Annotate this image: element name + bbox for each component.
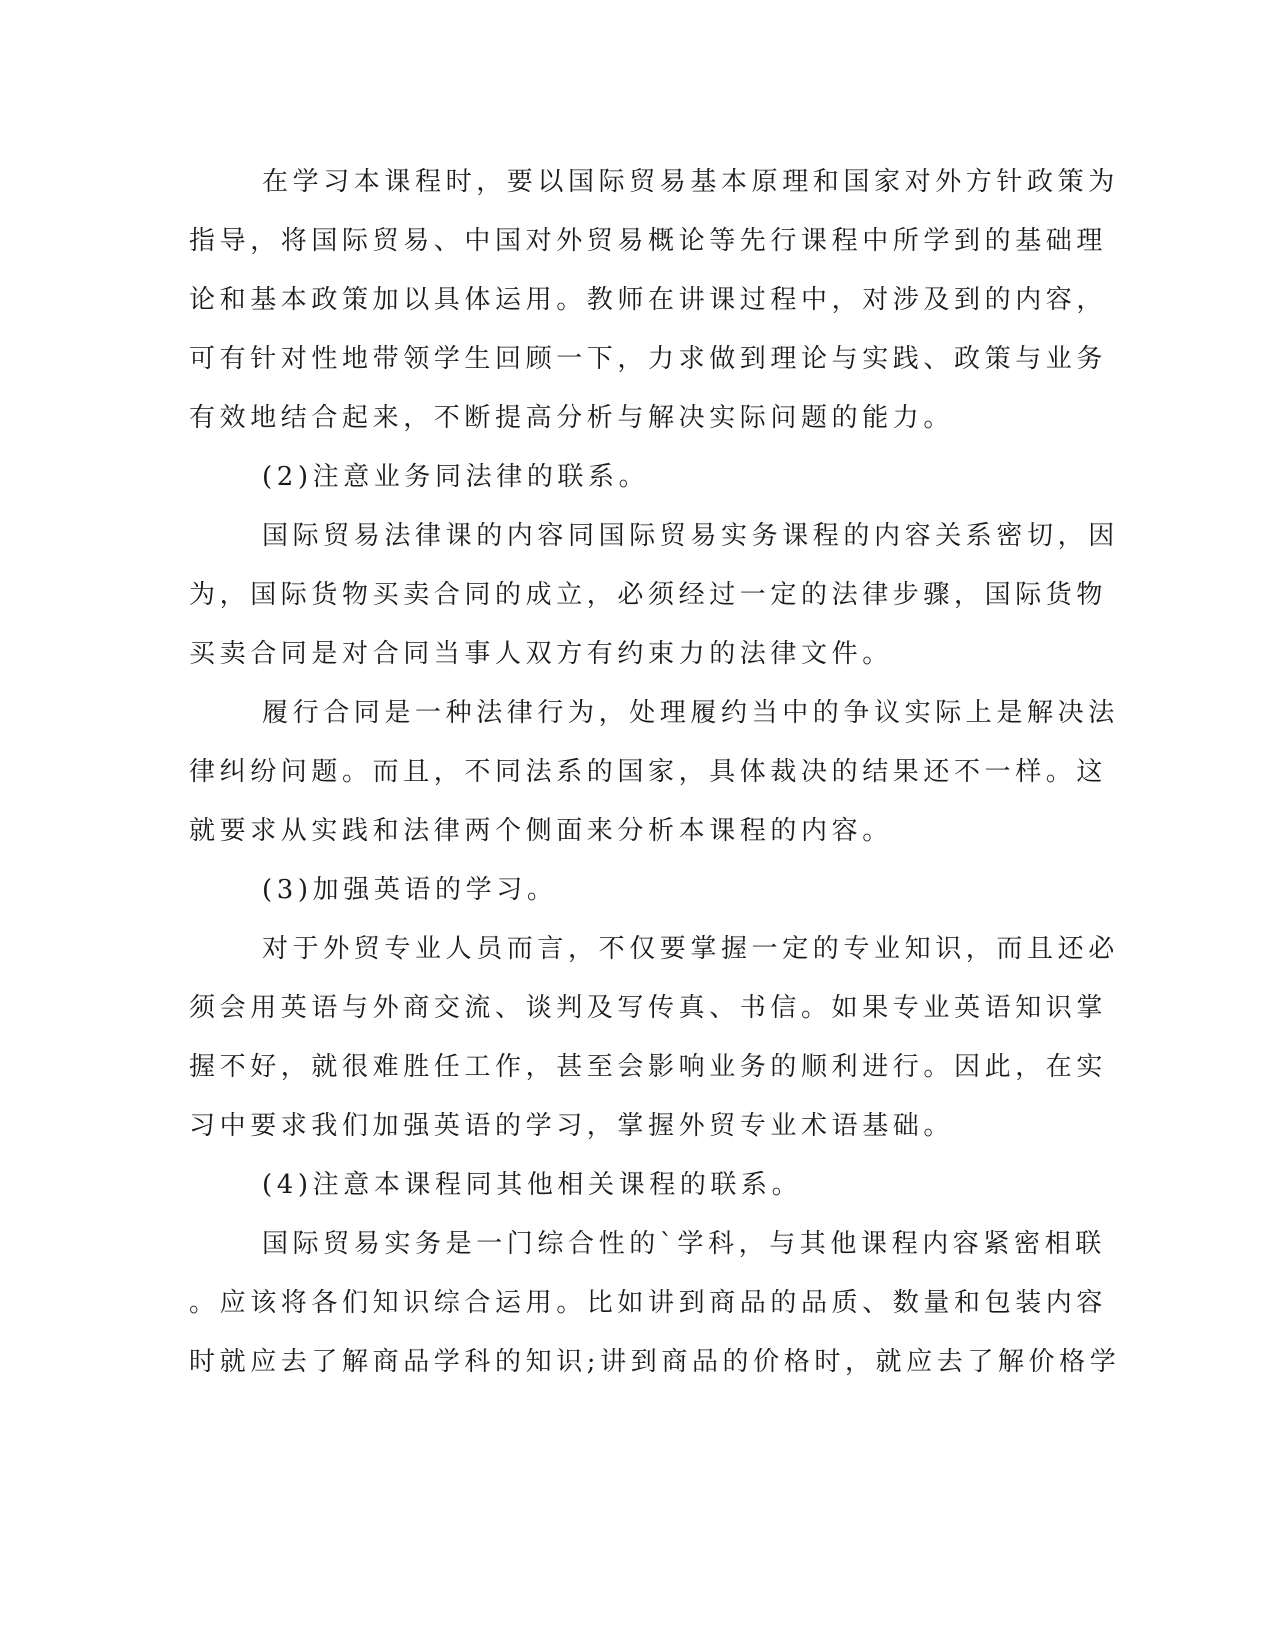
text-line: 国际贸易实务是一门综合性的`学科，与其他课程内容紧密相联 [262, 1229, 1106, 1259]
section-heading: (4)注意本课程同其他相关课程的联系。 [262, 1170, 803, 1200]
text-line: 时就应去了解商品学科的知识;讲到商品的价格时，就应去了解价格学 [189, 1347, 1121, 1377]
text-line: 国际贸易法律课的内容同国际贸易实务课程的内容关系密切，因 [262, 521, 1119, 551]
text-line: 。应该将各们知识综合运用。比如讲到商品的品质、数量和包装内容 [189, 1288, 1108, 1318]
text-line: 在学习本课程时，要以国际贸易基本原理和国家对外方针政策为 [262, 167, 1119, 197]
text-line: 论和基本政策加以具体运用。教师在讲课过程中，对涉及到的内容， [189, 285, 1108, 315]
section-heading: (3)加强英语的学习。 [262, 875, 558, 905]
text-line: 履行合同是一种法律行为，处理履约当中的争议实际上是解决法 [262, 698, 1119, 728]
text-line: 就要求从实践和法律两个侧面来分析本课程的内容。 [189, 816, 893, 846]
text-line: 对于外贸专业人员而言，不仅要掌握一定的专业知识，而且还必 [262, 934, 1119, 964]
text-line: 为，国际货物买卖合同的成立，必须经过一定的法律步骤，国际货物 [189, 580, 1108, 610]
text-line: 须会用英语与外商交流、谈判及写传真、书信。如果专业英语知识掌 [189, 993, 1108, 1023]
text-line: 律纠纷问题。而且，不同法系的国家，具体裁决的结果还不一样。这 [189, 757, 1108, 787]
text-line: 有效地结合起来，不断提高分析与解决实际问题的能力。 [189, 403, 955, 433]
text-line: 习中要求我们加强英语的学习，掌握外贸专业术语基础。 [189, 1111, 955, 1141]
text-line: 可有针对性地带领学生回顾一下，力求做到理论与实践、政策与业务 [189, 344, 1108, 374]
text-line: 买卖合同是对合同当事人双方有约束力的法律文件。 [189, 639, 893, 669]
text-line: 握不好，就很难胜任工作，甚至会影响业务的顺利进行。因此，在实 [189, 1052, 1108, 1082]
text-line: 指导，将国际贸易、中国对外贸易概论等先行课程中所学到的基础理 [189, 226, 1108, 256]
section-heading: (2)注意业务同法律的联系。 [262, 462, 650, 492]
